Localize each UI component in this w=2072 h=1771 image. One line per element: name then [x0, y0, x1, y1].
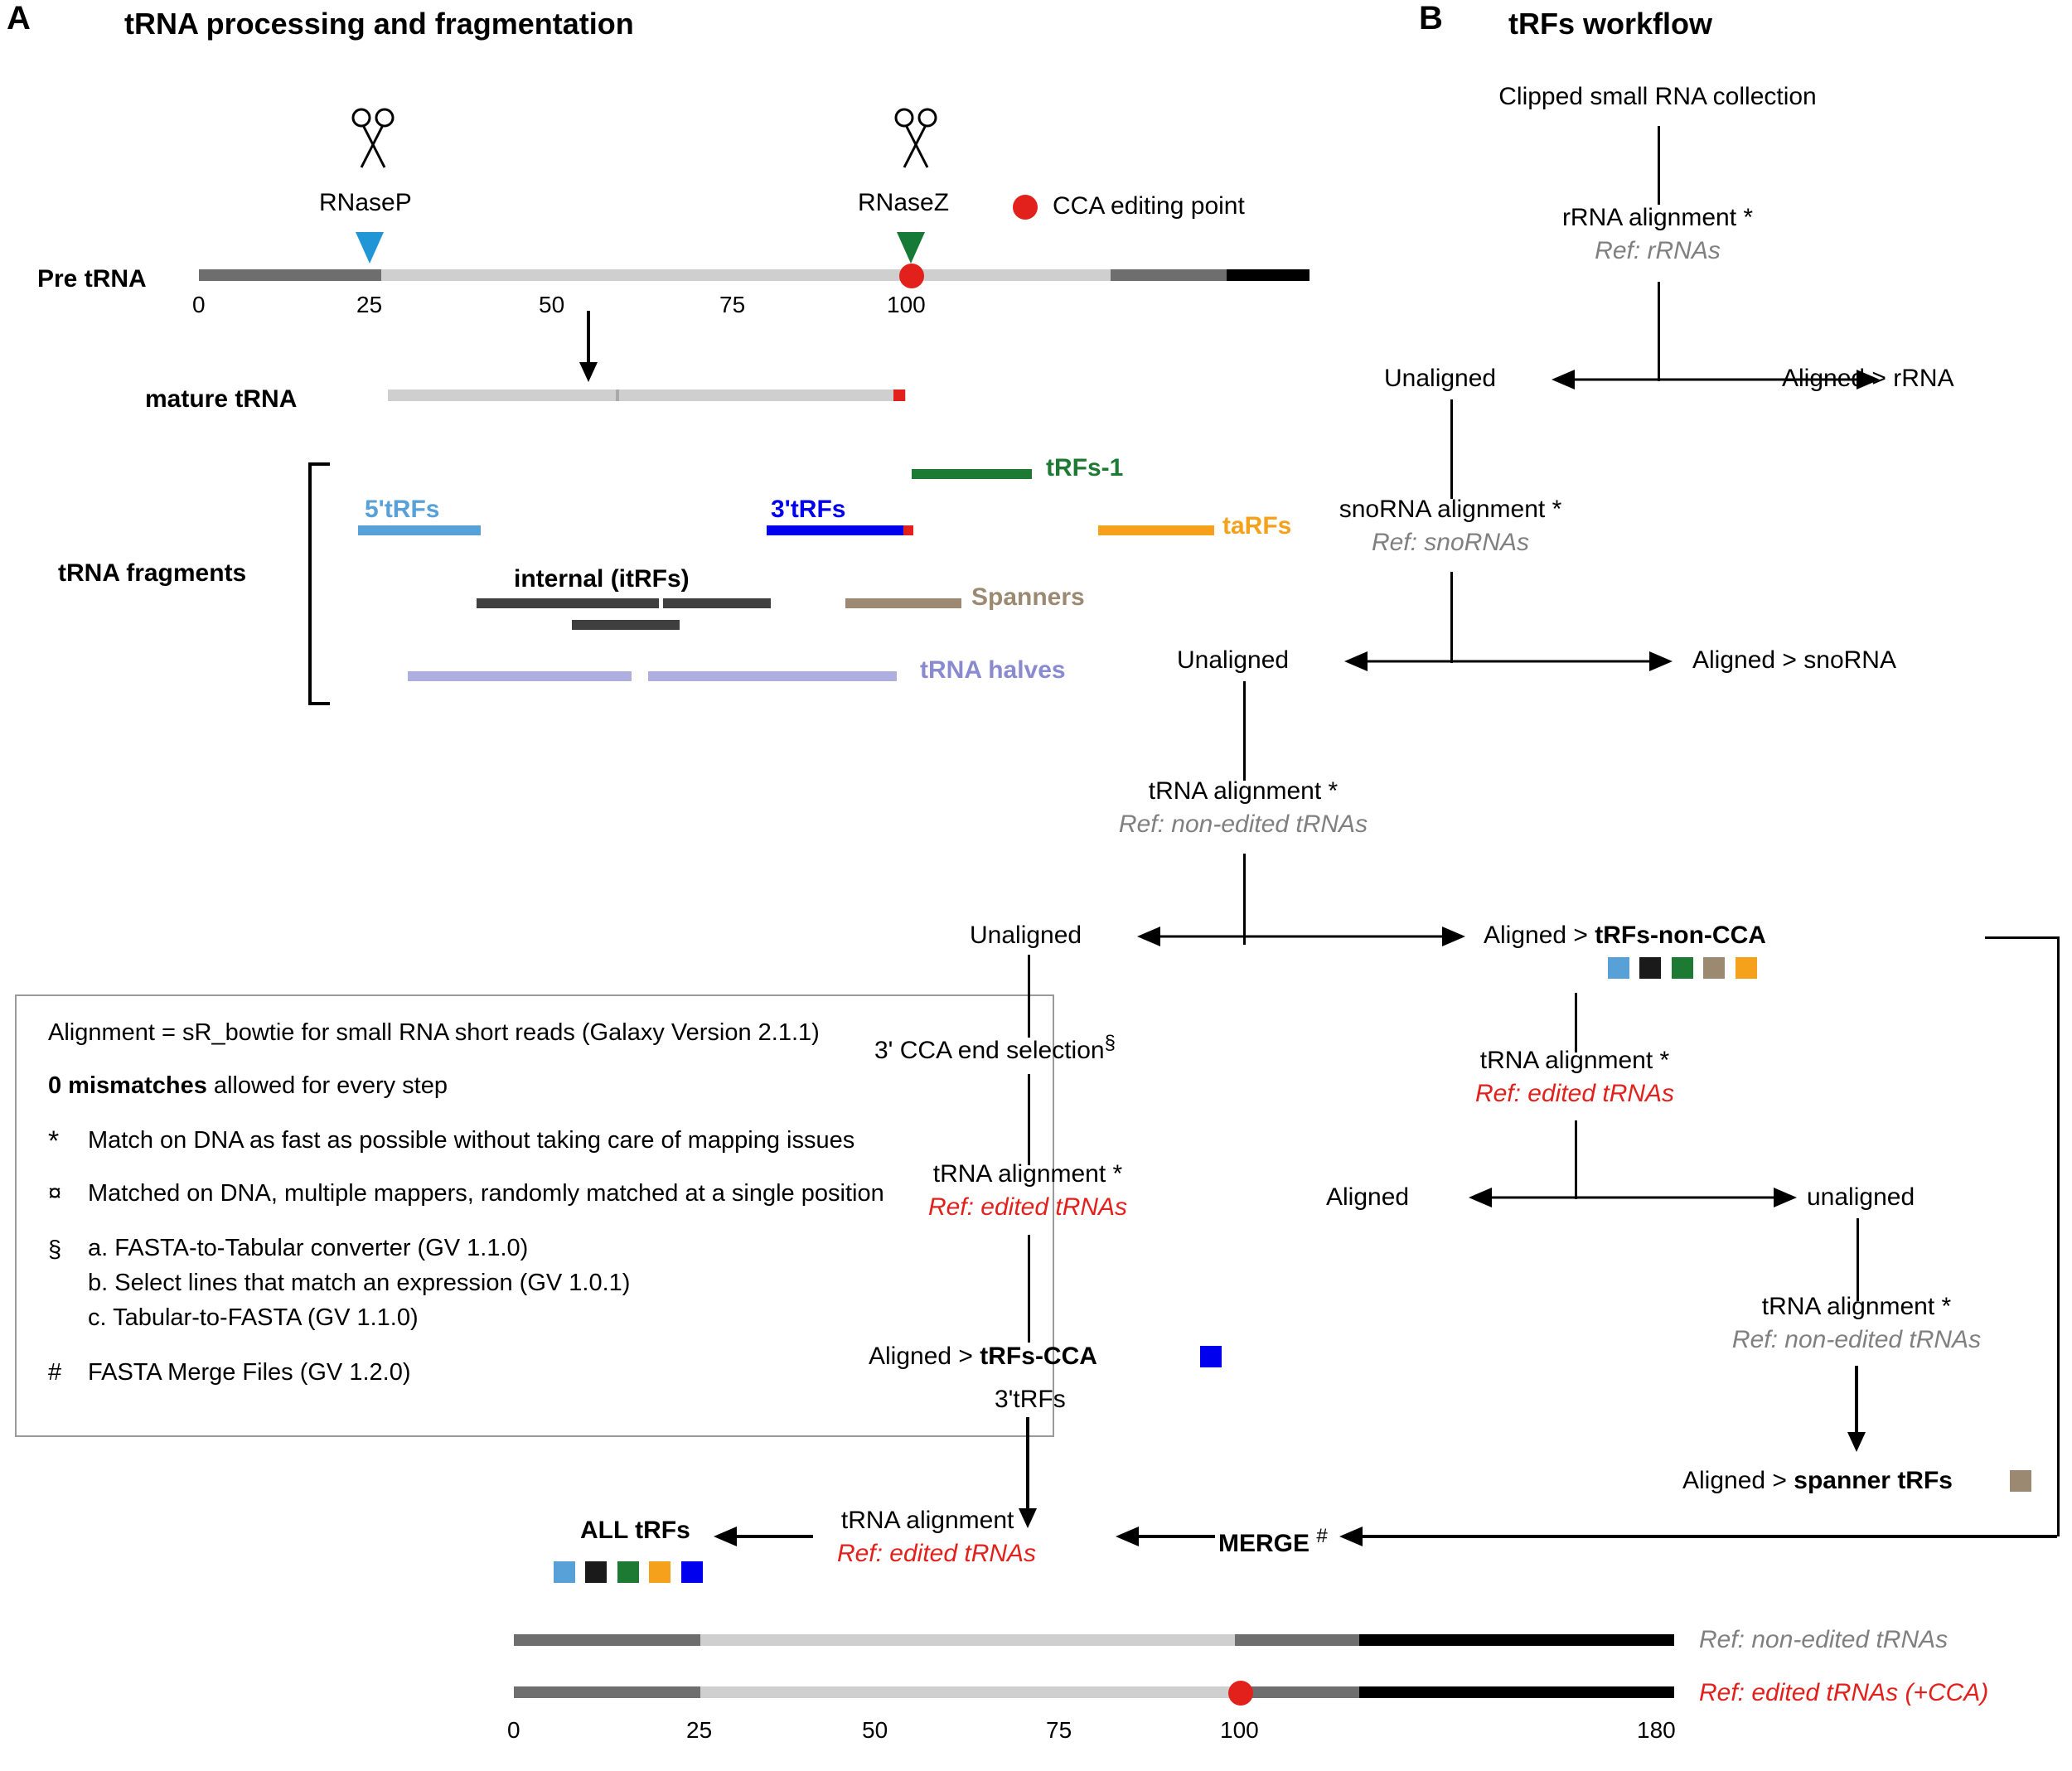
fragment-bar-halves-2 [648, 671, 897, 681]
connector-unaligned1-snorna [1450, 399, 1453, 499]
tick-75: 75 [719, 292, 746, 317]
tick-50: 50 [539, 292, 565, 317]
legend-section-b: b. Select lines that match an expression (GV 1.0.1) [88, 1270, 631, 1296]
ref-label-edited: Ref: edited tRNAs (+CCA) [1699, 1679, 1989, 1706]
legend-star-symbol: * [48, 1125, 60, 1157]
swatch-cca [1200, 1346, 1222, 1367]
node-3trfs-label: 3'tRFs [995, 1386, 1066, 1413]
panel-a-title: tRNA processing and fragmentation [124, 7, 634, 41]
cca-point-edited-icon [1228, 1681, 1253, 1706]
node-cca-end-selection [874, 1032, 1116, 1065]
node-rrna-alignment [1409, 204, 1906, 265]
legend-hash-symbol: # [48, 1359, 62, 1386]
legend-section-a: a. FASTA-to-Tabular converter (GV 1.1.0) [88, 1235, 529, 1261]
rnasez-marker-icon [893, 230, 928, 273]
swatch-spanner [2010, 1470, 2031, 1492]
connector-unaligned3-cca-select [1028, 955, 1030, 1038]
connector-noncca-right [1985, 936, 2060, 939]
processing-arrow-icon [572, 311, 605, 385]
fragment-label-spanners: Spanners [971, 583, 1085, 611]
panel-a-letter: A [7, 0, 31, 36]
node-trna-alignment-1-label: tRNA alignment [1148, 777, 1322, 805]
bottom-tick-50: 50 [862, 1717, 888, 1743]
node-merge-marker: # [1316, 1525, 1328, 1547]
node-trna-ref-4: Ref: non-edited tRNAs [1731, 1326, 1982, 1353]
panel-b-title: tRFs workflow [1508, 7, 1713, 41]
node-start: Clipped small RNA collection [1498, 83, 1817, 110]
fragment-label-3trfs: 3'tRFs [771, 496, 846, 523]
asterisk-trna1: * [1328, 777, 1339, 805]
split-arrow-trna3 [1467, 1181, 1798, 1214]
bottom-tick-25: 25 [686, 1717, 713, 1743]
node-aligned-snorna: Aligned > snoRNA [1692, 646, 1896, 674]
legend-line1: Alignment = sR_bowtie for small RNA short reads (Galaxy Version 2.1.1) [48, 1019, 820, 1046]
fragments-bracket [308, 462, 330, 705]
node-cca-end-marker: § [1104, 1032, 1116, 1054]
arrow-final-to-alltrfs [709, 1522, 816, 1555]
node-trna-alignment-3 [1343, 1047, 1807, 1108]
pre-trna-label: Pre tRNA [37, 265, 147, 293]
node-cca-end-selection-label: 3' CCA end selection [874, 1037, 1105, 1064]
node-rrna-ref: Ref: rRNAs [1595, 237, 1721, 264]
node-trna-ref-3: Ref: edited tRNAs [1474, 1080, 1675, 1107]
node-rrna-alignment-label: rRNA alignment [1561, 204, 1737, 231]
node-snorna-alignment-label: snoRNA alignment [1339, 496, 1546, 523]
legend-mismatch-rest: allowed for every step [206, 1072, 448, 1099]
node-unaligned-1: Unaligned [1384, 365, 1497, 392]
ref-bar-non-edited [514, 1634, 1674, 1648]
node-all-trfs: ALL tRFs [580, 1517, 690, 1544]
legend-section-symbol: § [48, 1236, 62, 1263]
legend-line2 [48, 1072, 448, 1100]
rnasep-label: RNaseP [319, 189, 412, 216]
legend-section-c: c. Tabular-to-FASTA (GV 1.1.0) [88, 1304, 419, 1331]
arrow-right-to-merge [1334, 1522, 2064, 1555]
fragment-label-trfs1: tRFs-1 [1046, 454, 1124, 481]
tick-0: 0 [192, 292, 206, 317]
swatch-all-2 [617, 1561, 639, 1583]
fragment-bar-itrfs-3 [572, 620, 680, 630]
connector-unaligned4-trna4 [1857, 1218, 1859, 1301]
connector-trna2-ccaout [1028, 1235, 1030, 1343]
node-unaligned-2: Unaligned [1177, 646, 1290, 674]
legend-mismatch-bold: 0 mismatches [48, 1072, 207, 1099]
panel-b-letter: B [1419, 0, 1443, 36]
fragment-bar-5trfs [358, 525, 481, 535]
fragment-bar-halves-1 [408, 671, 632, 681]
node-aligned-non-cca-pre: Aligned > [1484, 922, 1595, 949]
node-aligned-non-cca-bold: tRFs-non-CCA [1595, 922, 1766, 949]
swatches-all-trfs [554, 1561, 703, 1587]
swatch-all-3 [649, 1561, 670, 1583]
node-trna-alignment-3-label: tRNA alignment [1479, 1047, 1653, 1074]
node-snorna-alignment [1202, 496, 1699, 557]
scissors-rnasez-icon [891, 108, 941, 178]
node-trna-alignment-2-label: tRNA alignment [932, 1160, 1106, 1188]
node-merge [1218, 1525, 1328, 1558]
arrow-trna4-spanner [1844, 1366, 1877, 1457]
cca-point-icon [1013, 195, 1038, 220]
ref-label-non-edited: Ref: non-edited tRNAs [1699, 1626, 1949, 1653]
split-arrow-snorna [1343, 645, 1674, 678]
asterisk-rrna: * [1743, 204, 1754, 231]
node-aligned-spanner [1682, 1467, 1953, 1495]
mature-trna-label: mature tRNA [145, 385, 298, 413]
bottom-tick-180: 180 [1637, 1717, 1676, 1743]
fragment-bar-itrfs-2 [663, 598, 771, 608]
swatch-all-1 [585, 1561, 607, 1583]
bottom-tick-0: 0 [507, 1717, 520, 1743]
legend-star-text: Match on DNA as fast as possible without taking care of mapping issues [88, 1127, 855, 1154]
legend-currency-text: Matched on DNA, multiple mappers, randomly matched at a single position [88, 1180, 884, 1207]
node-aligned-spanner-bold: spanner tRFs [1794, 1467, 1953, 1494]
node-trna-alignment-4 [1624, 1293, 2072, 1354]
fragment-bar-3trfs [767, 525, 908, 535]
asterisk-trna4: * [1941, 1293, 1952, 1320]
asterisk-trna2: * [1112, 1160, 1123, 1188]
fragment-label-tarfs: taRFs [1222, 512, 1292, 540]
legend-hash-text: FASTA Merge Files (GV 1.2.0) [88, 1359, 411, 1386]
fragment-bar-trfs1 [912, 469, 1032, 479]
node-final-alignment-label: tRNA alignment [840, 1507, 1014, 1534]
asterisk-snorna: * [1552, 496, 1562, 523]
cca-legend-label: CCA editing point [1053, 192, 1245, 220]
connector-cca-select-align [1028, 1074, 1030, 1165]
fragment-bar-spanners [845, 598, 961, 608]
node-aligned-rrna: Aligned > rRNA [1782, 365, 1954, 392]
swatch-non-cca-0 [1608, 957, 1629, 979]
node-aligned-cca [869, 1343, 1097, 1371]
node-aligned-cca-pre: Aligned > [869, 1343, 980, 1370]
bottom-tick-75: 75 [1046, 1717, 1072, 1743]
bottom-tick-100: 100 [1220, 1717, 1259, 1743]
node-aligned-cca-bold: tRFs-CCA [980, 1343, 1097, 1370]
node-aligned-spanner-pre: Aligned > [1682, 1467, 1794, 1494]
swatch-non-cca-3 [1703, 957, 1725, 979]
rnasep-marker-icon [352, 230, 387, 273]
node-trna-ref-1: Ref: non-edited tRNAs [1118, 810, 1368, 838]
asterisk-trna3: * [1659, 1047, 1670, 1074]
node-unaligned-3: Unaligned [970, 922, 1082, 949]
tick-100: 100 [887, 292, 926, 317]
swatch-non-cca-1 [1639, 957, 1661, 979]
split-arrow-trna1 [1135, 920, 1467, 953]
connector-start-rrna [1658, 126, 1660, 205]
node-trna-ref-2: Ref: edited tRNAs [927, 1193, 1128, 1221]
scissors-rnasep-icon [348, 108, 398, 178]
trna-fragments-label: tRNA fragments [58, 559, 247, 587]
fragment-label-5trfs: 5'tRFs [365, 496, 440, 523]
connector-unaligned2-trna [1243, 681, 1246, 781]
fragment-bar-tarfs [1098, 525, 1214, 535]
mature-trna-bar [388, 390, 906, 401]
node-final-ref: Ref: edited tRNAs [836, 1540, 1037, 1567]
node-unaligned-4: unaligned [1807, 1183, 1915, 1211]
connector-right-vertical [2057, 936, 2060, 1536]
legend-currency-symbol: ¤ [48, 1180, 62, 1207]
fragment-label-halves: tRNA halves [920, 656, 1066, 684]
node-trna-alignment-4-label: tRNA alignment [1761, 1293, 1935, 1320]
swatch-non-cca-4 [1736, 957, 1757, 979]
swatch-all-0 [554, 1561, 575, 1583]
ref-bar-edited [514, 1686, 1674, 1700]
node-aligned-4: Aligned [1326, 1183, 1410, 1211]
connector-noncca-trna3 [1575, 993, 1577, 1052]
swatches-non-cca [1608, 957, 1757, 983]
node-final-marker: ¤ [1020, 1502, 1033, 1524]
fragment-label-itrfs: internal (itRFs) [514, 565, 690, 593]
fragment-bar-3trfs-cca [903, 525, 913, 535]
tick-25: 25 [356, 292, 383, 317]
node-aligned-non-cca [1484, 922, 1766, 950]
rnasez-label: RNaseZ [858, 189, 950, 216]
fragment-bar-itrfs-1 [477, 598, 659, 608]
swatch-all-4 [681, 1561, 703, 1583]
node-trna-alignment-2 [796, 1160, 1260, 1222]
node-snorna-ref: Ref: snoRNAs [1371, 529, 1530, 556]
node-trna-alignment-1 [995, 777, 1492, 839]
swatch-non-cca-2 [1672, 957, 1693, 979]
node-merge-label: MERGE [1218, 1530, 1310, 1557]
